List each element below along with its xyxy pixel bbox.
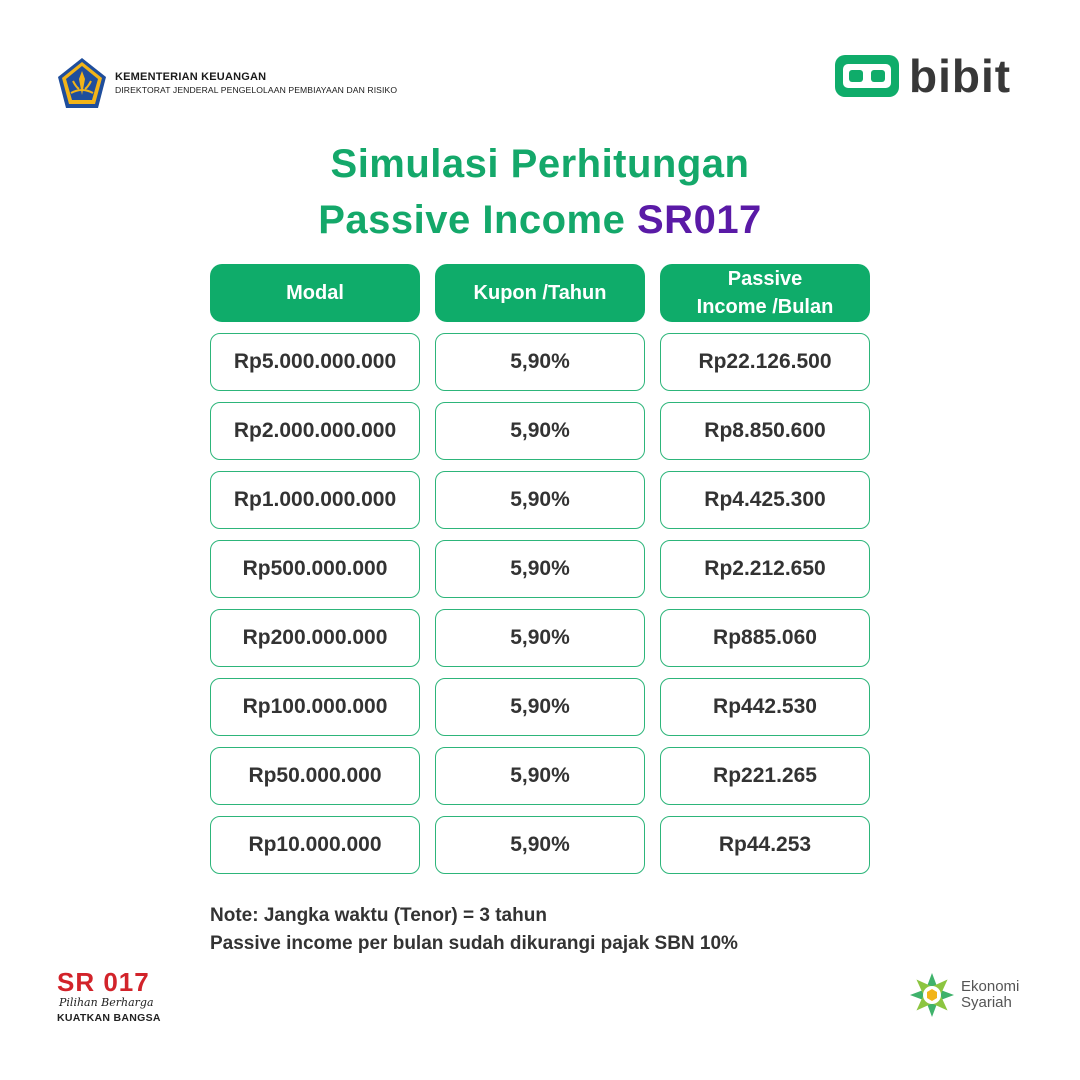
footnote: [210, 902, 738, 958]
income-cell: Rp442.530: [660, 678, 870, 736]
table-row: [210, 402, 870, 460]
sr017-script: Pilihan Berharga: [59, 996, 154, 1009]
syariah-label: Syariah: [961, 994, 1012, 1011]
table-row: [210, 816, 870, 874]
modal-cell: Rp200.000.000: [210, 609, 420, 667]
modal-cell: Rp100.000.000: [210, 678, 420, 736]
income-cell: Rp8.850.600: [660, 402, 870, 460]
kemenkeu-seal-icon: [57, 57, 107, 109]
bibit-wordmark: bibit: [909, 50, 1012, 102]
table-row: [210, 678, 870, 736]
table-header: [210, 264, 870, 322]
ekonomi-syariah-logo: [907, 970, 1019, 1020]
income-cell: Rp22.126.500: [660, 333, 870, 391]
modal-cell: Rp10.000.000: [210, 816, 420, 874]
header-modal: Modal: [210, 264, 420, 322]
income-cell: Rp885.060: [660, 609, 870, 667]
table-row: [210, 333, 870, 391]
kupon-cell: 5,90%: [435, 609, 645, 667]
header-passive-line1: Passive: [727, 268, 803, 290]
table-row: [210, 609, 870, 667]
bibit-logo: [835, 50, 1012, 102]
modal-cell: Rp50.000.000: [210, 747, 420, 805]
table-row: [210, 471, 870, 529]
note-tax: Passive income per bulan sudah dikurangi pajak SBN 10%: [210, 933, 738, 954]
title-accent: SR017: [637, 198, 762, 242]
income-cell: Rp4.425.300: [660, 471, 870, 529]
note-tenor: Note: Jangka waktu (Tenor) = 3 tahun: [210, 905, 547, 926]
bibit-mark-icon: [835, 55, 899, 97]
directorate-name: DIREKTORAT JENDERAL PENGELOLAAN PEMBIAYAAN DAN RISIKO: [115, 85, 398, 95]
header-passive-income: [660, 264, 870, 322]
kemenkeu-logo: [57, 57, 397, 109]
ministry-name: KEMENTERIAN KEUANGAN: [115, 71, 267, 83]
kupon-cell: 5,90%: [435, 678, 645, 736]
title-prefix: Passive Income: [318, 198, 626, 242]
title-line2: [0, 192, 1080, 248]
header-kupon: Kupon /Tahun: [435, 264, 645, 322]
ekonomi-label: Ekonomi: [961, 978, 1020, 995]
modal-cell: Rp5.000.000.000: [210, 333, 420, 391]
kupon-cell: 5,90%: [435, 540, 645, 598]
sr017-tagline: KUATKAN BANGSA: [57, 1012, 161, 1024]
modal-cell: Rp1.000.000.000: [210, 471, 420, 529]
table-row: [210, 747, 870, 805]
ekonomi-syariah-star-icon: [907, 970, 957, 1020]
header-passive-line2: Income /Bulan: [696, 296, 834, 318]
sr017-logo: [57, 968, 161, 1026]
income-cell: Rp2.212.650: [660, 540, 870, 598]
income-cell: Rp44.253: [660, 816, 870, 874]
kupon-cell: 5,90%: [435, 747, 645, 805]
kupon-cell: 5,90%: [435, 816, 645, 874]
page-title: [0, 136, 1080, 248]
kupon-cell: 5,90%: [435, 402, 645, 460]
kupon-cell: 5,90%: [435, 333, 645, 391]
title-line1: Simulasi Perhitungan: [330, 142, 750, 186]
simulation-table: [210, 264, 870, 874]
modal-cell: Rp2.000.000.000: [210, 402, 420, 460]
modal-cell: Rp500.000.000: [210, 540, 420, 598]
table-row: [210, 540, 870, 598]
income-cell: Rp221.265: [660, 747, 870, 805]
kupon-cell: 5,90%: [435, 471, 645, 529]
sr017-title: SR 017: [57, 967, 150, 997]
